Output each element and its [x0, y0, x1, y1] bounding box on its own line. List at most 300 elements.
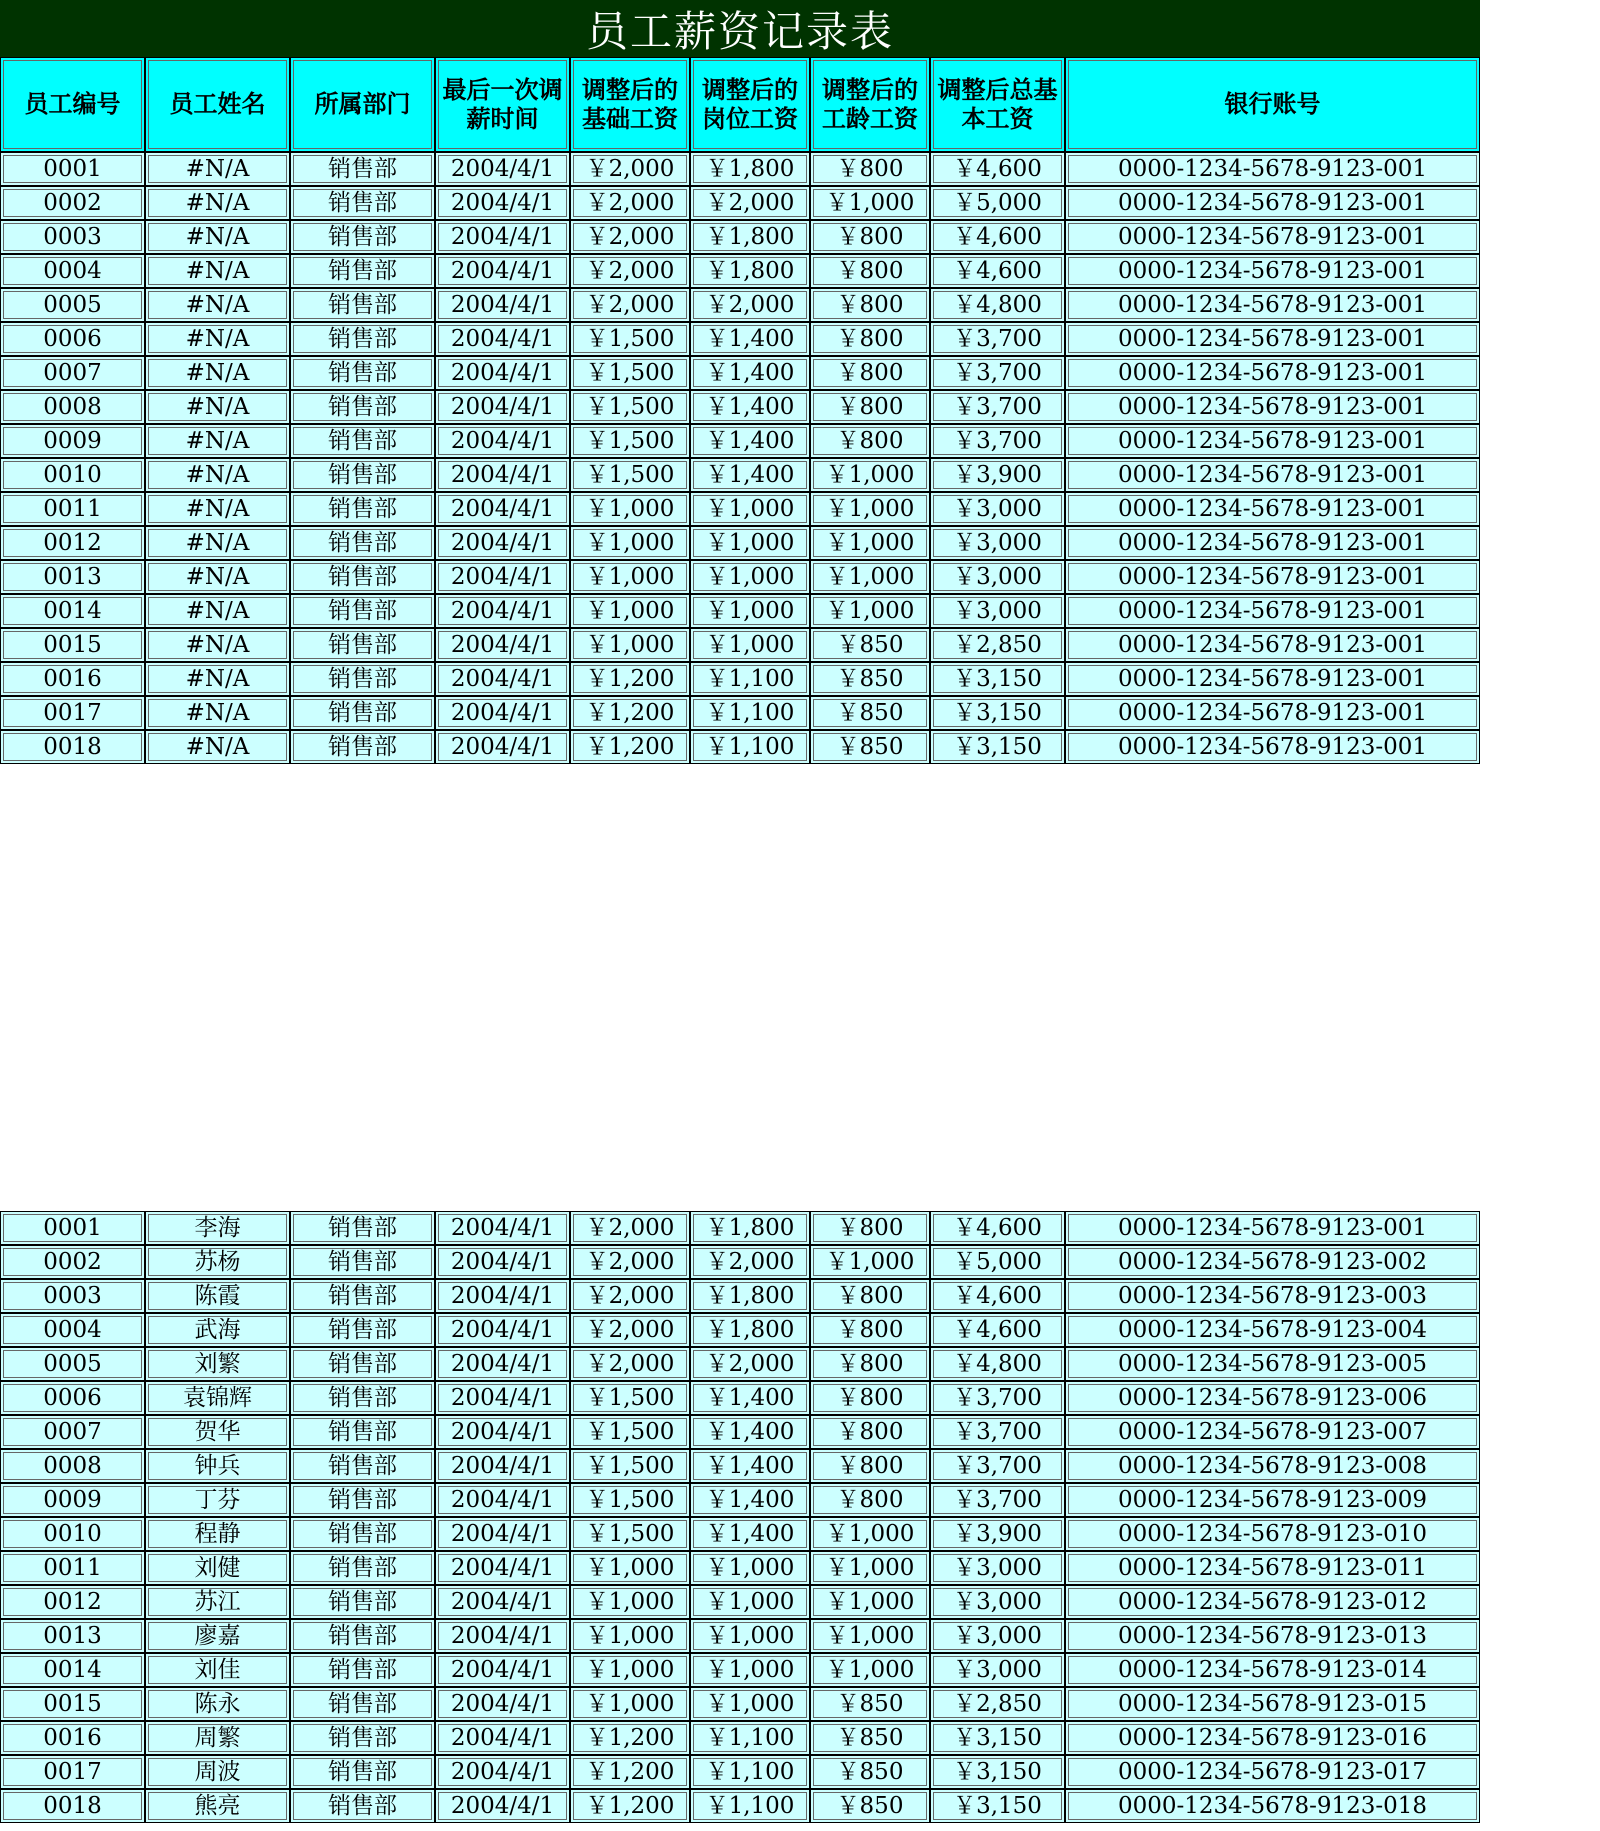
cell-bank-account[interactable]: 0000-1234-5678-9123-013 [1065, 1619, 1480, 1653]
cell-employee-id[interactable]: 0014 [0, 1653, 145, 1687]
cell-adjust-date[interactable]: 2004/4/1 [435, 1687, 570, 1721]
cell-bank-account[interactable]: 0000-1234-5678-9123-014 [1065, 1653, 1480, 1687]
cell-department[interactable]: 销售部 [290, 1381, 435, 1415]
cell-position-salary[interactable]: ￥1,400 [690, 1381, 810, 1415]
cell-adjust-date[interactable]: 2004/4/1 [435, 254, 570, 288]
cell-total-salary[interactable]: ￥4,600 [930, 1211, 1065, 1245]
cell-adjust-date[interactable]: 2004/4/1 [435, 1347, 570, 1381]
cell-position-salary[interactable]: ￥1,000 [690, 1653, 810, 1687]
cell-bank-account[interactable]: 0000-1234-5678-9123-002 [1065, 1245, 1480, 1279]
cell-department[interactable]: 销售部 [290, 1347, 435, 1381]
cell-seniority-salary[interactable]: ￥1,000 [810, 492, 930, 526]
cell-base-salary[interactable]: ￥1,000 [570, 1619, 690, 1653]
cell-position-salary[interactable]: ￥1,400 [690, 1517, 810, 1551]
cell-employee-id[interactable]: 0011 [0, 492, 145, 526]
cell-total-salary[interactable]: ￥3,150 [930, 662, 1065, 696]
cell-employee-name[interactable]: 陈霞 [145, 1279, 290, 1313]
cell-employee-id[interactable]: 0016 [0, 662, 145, 696]
cell-department[interactable]: 销售部 [290, 1789, 435, 1823]
cell-adjust-date[interactable]: 2004/4/1 [435, 220, 570, 254]
cell-employee-id[interactable]: 0002 [0, 1245, 145, 1279]
cell-position-salary[interactable]: ￥1,000 [690, 1585, 810, 1619]
cell-position-salary[interactable]: ￥1,400 [690, 424, 810, 458]
cell-seniority-salary[interactable]: ￥800 [810, 1483, 930, 1517]
cell-department[interactable]: 销售部 [290, 1551, 435, 1585]
cell-department[interactable]: 销售部 [290, 1449, 435, 1483]
cell-bank-account[interactable]: 0000-1234-5678-9123-001 [1065, 492, 1480, 526]
cell-employee-id[interactable]: 0003 [0, 220, 145, 254]
cell-employee-name[interactable]: #N/A [145, 288, 290, 322]
cell-seniority-salary[interactable]: ￥1,000 [810, 1585, 930, 1619]
cell-employee-id[interactable]: 0005 [0, 288, 145, 322]
cell-department[interactable]: 销售部 [290, 1483, 435, 1517]
cell-total-salary[interactable]: ￥3,700 [930, 424, 1065, 458]
cell-total-salary[interactable]: ￥3,000 [930, 1585, 1065, 1619]
cell-department[interactable]: 销售部 [290, 1653, 435, 1687]
cell-total-salary[interactable]: ￥2,850 [930, 1687, 1065, 1721]
cell-total-salary[interactable]: ￥3,700 [930, 390, 1065, 424]
cell-position-salary[interactable]: ￥1,000 [690, 1551, 810, 1585]
cell-employee-name[interactable]: #N/A [145, 356, 290, 390]
cell-total-salary[interactable]: ￥3,150 [930, 1755, 1065, 1789]
cell-position-salary[interactable]: ￥2,000 [690, 1245, 810, 1279]
cell-employee-name[interactable]: #N/A [145, 560, 290, 594]
cell-position-salary[interactable]: ￥1,100 [690, 730, 810, 764]
cell-bank-account[interactable]: 0000-1234-5678-9123-009 [1065, 1483, 1480, 1517]
cell-bank-account[interactable]: 0000-1234-5678-9123-017 [1065, 1755, 1480, 1789]
cell-adjust-date[interactable]: 2004/4/1 [435, 322, 570, 356]
cell-base-salary[interactable]: ￥1,000 [570, 526, 690, 560]
cell-employee-name[interactable]: #N/A [145, 458, 290, 492]
header-department[interactable]: 所属部门 [290, 57, 435, 152]
cell-adjust-date[interactable]: 2004/4/1 [435, 1211, 570, 1245]
cell-bank-account[interactable]: 0000-1234-5678-9123-001 [1065, 424, 1480, 458]
cell-department[interactable]: 销售部 [290, 1211, 435, 1245]
cell-base-salary[interactable]: ￥1,500 [570, 1449, 690, 1483]
cell-employee-name[interactable]: 苏江 [145, 1585, 290, 1619]
cell-adjust-date[interactable]: 2004/4/1 [435, 1789, 570, 1823]
cell-bank-account[interactable]: 0000-1234-5678-9123-008 [1065, 1449, 1480, 1483]
cell-employee-name[interactable]: 苏杨 [145, 1245, 290, 1279]
cell-base-salary[interactable]: ￥2,000 [570, 220, 690, 254]
cell-seniority-salary[interactable]: ￥800 [810, 390, 930, 424]
cell-total-salary[interactable]: ￥3,700 [930, 1449, 1065, 1483]
cell-adjust-date[interactable]: 2004/4/1 [435, 458, 570, 492]
cell-total-salary[interactable]: ￥3,700 [930, 322, 1065, 356]
cell-bank-account[interactable]: 0000-1234-5678-9123-004 [1065, 1313, 1480, 1347]
cell-position-salary[interactable]: ￥1,100 [690, 662, 810, 696]
cell-department[interactable]: 销售部 [290, 560, 435, 594]
cell-seniority-salary[interactable]: ￥1,000 [810, 594, 930, 628]
cell-total-salary[interactable]: ￥5,000 [930, 1245, 1065, 1279]
cell-bank-account[interactable]: 0000-1234-5678-9123-001 [1065, 628, 1480, 662]
cell-total-salary[interactable]: ￥3,000 [930, 560, 1065, 594]
cell-employee-name[interactable]: 李海 [145, 1211, 290, 1245]
cell-total-salary[interactable]: ￥3,000 [930, 1653, 1065, 1687]
cell-department[interactable]: 销售部 [290, 1755, 435, 1789]
cell-total-salary[interactable]: ￥4,600 [930, 1313, 1065, 1347]
cell-employee-id[interactable]: 0015 [0, 628, 145, 662]
cell-employee-name[interactable]: #N/A [145, 594, 290, 628]
cell-position-salary[interactable]: ￥1,800 [690, 1211, 810, 1245]
cell-employee-name[interactable]: 刘繁 [145, 1347, 290, 1381]
cell-employee-name[interactable]: 陈永 [145, 1687, 290, 1721]
cell-position-salary[interactable]: ￥2,000 [690, 288, 810, 322]
cell-bank-account[interactable]: 0000-1234-5678-9123-001 [1065, 356, 1480, 390]
cell-employee-id[interactable]: 0006 [0, 1381, 145, 1415]
cell-adjust-date[interactable]: 2004/4/1 [435, 288, 570, 322]
cell-base-salary[interactable]: ￥1,000 [570, 1653, 690, 1687]
cell-employee-id[interactable]: 0014 [0, 594, 145, 628]
cell-total-salary[interactable]: ￥3,700 [930, 1415, 1065, 1449]
cell-total-salary[interactable]: ￥4,800 [930, 1347, 1065, 1381]
cell-employee-id[interactable]: 0007 [0, 356, 145, 390]
cell-employee-name[interactable]: #N/A [145, 322, 290, 356]
cell-department[interactable]: 销售部 [290, 1619, 435, 1653]
cell-position-salary[interactable]: ￥1,800 [690, 254, 810, 288]
cell-bank-account[interactable]: 0000-1234-5678-9123-001 [1065, 390, 1480, 424]
cell-seniority-salary[interactable]: ￥800 [810, 424, 930, 458]
cell-employee-id[interactable]: 0008 [0, 390, 145, 424]
cell-employee-name[interactable]: #N/A [145, 424, 290, 458]
cell-department[interactable]: 销售部 [290, 1517, 435, 1551]
cell-seniority-salary[interactable]: ￥1,000 [810, 1653, 930, 1687]
cell-base-salary[interactable]: ￥1,200 [570, 1789, 690, 1823]
cell-total-salary[interactable]: ￥3,000 [930, 492, 1065, 526]
cell-bank-account[interactable]: 0000-1234-5678-9123-001 [1065, 526, 1480, 560]
cell-position-salary[interactable]: ￥1,000 [690, 594, 810, 628]
cell-position-salary[interactable]: ￥1,000 [690, 560, 810, 594]
cell-employee-id[interactable]: 0016 [0, 1721, 145, 1755]
cell-base-salary[interactable]: ￥2,000 [570, 1245, 690, 1279]
cell-adjust-date[interactable]: 2004/4/1 [435, 1653, 570, 1687]
cell-bank-account[interactable]: 0000-1234-5678-9123-001 [1065, 696, 1480, 730]
cell-adjust-date[interactable]: 2004/4/1 [435, 152, 570, 186]
cell-base-salary[interactable]: ￥1,500 [570, 1517, 690, 1551]
cell-bank-account[interactable]: 0000-1234-5678-9123-001 [1065, 594, 1480, 628]
cell-base-salary[interactable]: ￥1,200 [570, 662, 690, 696]
header-position-salary[interactable]: 调整后的岗位工资 [690, 57, 810, 152]
cell-employee-name[interactable]: 周波 [145, 1755, 290, 1789]
cell-seniority-salary[interactable]: ￥800 [810, 1347, 930, 1381]
cell-base-salary[interactable]: ￥2,000 [570, 186, 690, 220]
cell-employee-id[interactable]: 0007 [0, 1415, 145, 1449]
cell-department[interactable]: 销售部 [290, 492, 435, 526]
cell-department[interactable]: 销售部 [290, 628, 435, 662]
cell-adjust-date[interactable]: 2004/4/1 [435, 730, 570, 764]
cell-bank-account[interactable]: 0000-1234-5678-9123-001 [1065, 662, 1480, 696]
cell-employee-id[interactable]: 0009 [0, 424, 145, 458]
cell-adjust-date[interactable]: 2004/4/1 [435, 560, 570, 594]
cell-base-salary[interactable]: ￥1,000 [570, 492, 690, 526]
cell-department[interactable]: 销售部 [290, 288, 435, 322]
cell-employee-id[interactable]: 0018 [0, 1789, 145, 1823]
cell-seniority-salary[interactable]: ￥800 [810, 1381, 930, 1415]
cell-position-salary[interactable]: ￥1,000 [690, 526, 810, 560]
cell-employee-id[interactable]: 0001 [0, 152, 145, 186]
cell-seniority-salary[interactable]: ￥800 [810, 288, 930, 322]
cell-employee-name[interactable]: #N/A [145, 152, 290, 186]
cell-position-salary[interactable]: ￥1,000 [690, 492, 810, 526]
cell-employee-id[interactable]: 0002 [0, 186, 145, 220]
cell-total-salary[interactable]: ￥3,000 [930, 594, 1065, 628]
header-total-salary[interactable]: 调整后总基本工资 [930, 57, 1065, 152]
cell-bank-account[interactable]: 0000-1234-5678-9123-012 [1065, 1585, 1480, 1619]
cell-seniority-salary[interactable]: ￥1,000 [810, 1551, 930, 1585]
cell-bank-account[interactable]: 0000-1234-5678-9123-001 [1065, 1211, 1480, 1245]
cell-bank-account[interactable]: 0000-1234-5678-9123-003 [1065, 1279, 1480, 1313]
cell-department[interactable]: 销售部 [290, 152, 435, 186]
cell-total-salary[interactable]: ￥4,600 [930, 152, 1065, 186]
cell-bank-account[interactable]: 0000-1234-5678-9123-001 [1065, 220, 1480, 254]
cell-position-salary[interactable]: ￥1,400 [690, 1415, 810, 1449]
cell-position-salary[interactable]: ￥1,800 [690, 220, 810, 254]
cell-base-salary[interactable]: ￥1,500 [570, 356, 690, 390]
cell-adjust-date[interactable]: 2004/4/1 [435, 696, 570, 730]
cell-department[interactable]: 销售部 [290, 730, 435, 764]
cell-base-salary[interactable]: ￥1,500 [570, 1483, 690, 1517]
cell-bank-account[interactable]: 0000-1234-5678-9123-005 [1065, 1347, 1480, 1381]
cell-employee-name[interactable]: 武海 [145, 1313, 290, 1347]
cell-adjust-date[interactable]: 2004/4/1 [435, 1619, 570, 1653]
cell-position-salary[interactable]: ￥1,100 [690, 696, 810, 730]
cell-employee-name[interactable]: #N/A [145, 186, 290, 220]
cell-seniority-salary[interactable]: ￥800 [810, 322, 930, 356]
cell-total-salary[interactable]: ￥3,150 [930, 696, 1065, 730]
cell-seniority-salary[interactable]: ￥850 [810, 1687, 930, 1721]
cell-department[interactable]: 销售部 [290, 390, 435, 424]
header-seniority-salary[interactable]: 调整后的工龄工资 [810, 57, 930, 152]
cell-bank-account[interactable]: 0000-1234-5678-9123-015 [1065, 1687, 1480, 1721]
cell-seniority-salary[interactable]: ￥800 [810, 1415, 930, 1449]
cell-adjust-date[interactable]: 2004/4/1 [435, 186, 570, 220]
cell-position-salary[interactable]: ￥1,100 [690, 1789, 810, 1823]
cell-base-salary[interactable]: ￥1,500 [570, 1415, 690, 1449]
cell-bank-account[interactable]: 0000-1234-5678-9123-001 [1065, 288, 1480, 322]
cell-department[interactable]: 销售部 [290, 1687, 435, 1721]
cell-adjust-date[interactable]: 2004/4/1 [435, 356, 570, 390]
cell-employee-name[interactable]: #N/A [145, 220, 290, 254]
cell-base-salary[interactable]: ￥1,200 [570, 696, 690, 730]
cell-base-salary[interactable]: ￥1,500 [570, 390, 690, 424]
cell-bank-account[interactable]: 0000-1234-5678-9123-001 [1065, 730, 1480, 764]
cell-seniority-salary[interactable]: ￥1,000 [810, 1619, 930, 1653]
cell-bank-account[interactable]: 0000-1234-5678-9123-001 [1065, 186, 1480, 220]
cell-employee-name[interactable]: 周繁 [145, 1721, 290, 1755]
cell-base-salary[interactable]: ￥2,000 [570, 1347, 690, 1381]
cell-total-salary[interactable]: ￥3,150 [930, 1789, 1065, 1823]
cell-position-salary[interactable]: ￥1,400 [690, 356, 810, 390]
cell-base-salary[interactable]: ￥2,000 [570, 1211, 690, 1245]
cell-total-salary[interactable]: ￥4,600 [930, 254, 1065, 288]
cell-base-salary[interactable]: ￥1,000 [570, 1585, 690, 1619]
cell-bank-account[interactable]: 0000-1234-5678-9123-001 [1065, 458, 1480, 492]
cell-seniority-salary[interactable]: ￥800 [810, 1279, 930, 1313]
cell-department[interactable]: 销售部 [290, 254, 435, 288]
cell-position-salary[interactable]: ￥1,000 [690, 1687, 810, 1721]
cell-employee-id[interactable]: 0013 [0, 560, 145, 594]
cell-employee-name[interactable]: #N/A [145, 696, 290, 730]
cell-adjust-date[interactable]: 2004/4/1 [435, 628, 570, 662]
cell-employee-name[interactable]: 刘佳 [145, 1653, 290, 1687]
cell-employee-name[interactable]: 廖嘉 [145, 1619, 290, 1653]
cell-employee-id[interactable]: 0013 [0, 1619, 145, 1653]
cell-base-salary[interactable]: ￥2,000 [570, 288, 690, 322]
cell-total-salary[interactable]: ￥3,000 [930, 526, 1065, 560]
header-last-adjust-date[interactable]: 最后一次调薪时间 [435, 57, 570, 152]
cell-employee-name[interactable]: 程静 [145, 1517, 290, 1551]
cell-position-salary[interactable]: ￥1,400 [690, 322, 810, 356]
cell-total-salary[interactable]: ￥3,700 [930, 1381, 1065, 1415]
cell-base-salary[interactable]: ￥1,500 [570, 1381, 690, 1415]
cell-employee-name[interactable]: #N/A [145, 254, 290, 288]
cell-bank-account[interactable]: 0000-1234-5678-9123-007 [1065, 1415, 1480, 1449]
cell-total-salary[interactable]: ￥3,900 [930, 1517, 1065, 1551]
cell-seniority-salary[interactable]: ￥800 [810, 1211, 930, 1245]
cell-position-salary[interactable]: ￥2,000 [690, 186, 810, 220]
header-employee-id[interactable]: 员工编号 [0, 57, 145, 152]
cell-employee-name[interactable]: #N/A [145, 730, 290, 764]
cell-base-salary[interactable]: ￥2,000 [570, 1279, 690, 1313]
cell-seniority-salary[interactable]: ￥850 [810, 1755, 930, 1789]
cell-position-salary[interactable]: ￥1,800 [690, 152, 810, 186]
cell-bank-account[interactable]: 0000-1234-5678-9123-011 [1065, 1551, 1480, 1585]
cell-bank-account[interactable]: 0000-1234-5678-9123-001 [1065, 560, 1480, 594]
cell-employee-name[interactable]: #N/A [145, 492, 290, 526]
cell-department[interactable]: 销售部 [290, 322, 435, 356]
cell-seniority-salary[interactable]: ￥800 [810, 254, 930, 288]
cell-adjust-date[interactable]: 2004/4/1 [435, 1381, 570, 1415]
cell-employee-id[interactable]: 0012 [0, 526, 145, 560]
cell-adjust-date[interactable]: 2004/4/1 [435, 1551, 570, 1585]
cell-seniority-salary[interactable]: ￥850 [810, 696, 930, 730]
cell-employee-id[interactable]: 0006 [0, 322, 145, 356]
cell-base-salary[interactable]: ￥1,000 [570, 560, 690, 594]
cell-employee-id[interactable]: 0008 [0, 1449, 145, 1483]
cell-position-salary[interactable]: ￥2,000 [690, 1347, 810, 1381]
cell-seniority-salary[interactable]: ￥850 [810, 628, 930, 662]
cell-position-salary[interactable]: ￥1,800 [690, 1313, 810, 1347]
header-bank-account[interactable]: 银行账号 [1065, 57, 1480, 152]
cell-adjust-date[interactable]: 2004/4/1 [435, 594, 570, 628]
cell-base-salary[interactable]: ￥1,200 [570, 1755, 690, 1789]
cell-adjust-date[interactable]: 2004/4/1 [435, 1313, 570, 1347]
cell-employee-id[interactable]: 0004 [0, 1313, 145, 1347]
header-employee-name[interactable]: 员工姓名 [145, 57, 290, 152]
cell-base-salary[interactable]: ￥1,500 [570, 424, 690, 458]
cell-bank-account[interactable]: 0000-1234-5678-9123-001 [1065, 322, 1480, 356]
cell-employee-id[interactable]: 0005 [0, 1347, 145, 1381]
cell-total-salary[interactable]: ￥5,000 [930, 186, 1065, 220]
cell-base-salary[interactable]: ￥1,000 [570, 1687, 690, 1721]
cell-department[interactable]: 销售部 [290, 1279, 435, 1313]
cell-employee-name[interactable]: 熊亮 [145, 1789, 290, 1823]
cell-bank-account[interactable]: 0000-1234-5678-9123-001 [1065, 254, 1480, 288]
cell-employee-id[interactable]: 0017 [0, 1755, 145, 1789]
cell-position-salary[interactable]: ￥1,800 [690, 1279, 810, 1313]
cell-adjust-date[interactable]: 2004/4/1 [435, 526, 570, 560]
header-base-salary[interactable]: 调整后的基础工资 [570, 57, 690, 152]
cell-employee-id[interactable]: 0004 [0, 254, 145, 288]
cell-employee-id[interactable]: 0001 [0, 1211, 145, 1245]
cell-adjust-date[interactable]: 2004/4/1 [435, 390, 570, 424]
cell-total-salary[interactable]: ￥3,150 [930, 1721, 1065, 1755]
cell-adjust-date[interactable]: 2004/4/1 [435, 662, 570, 696]
cell-base-salary[interactable]: ￥2,000 [570, 254, 690, 288]
cell-adjust-date[interactable]: 2004/4/1 [435, 1245, 570, 1279]
cell-base-salary[interactable]: ￥1,000 [570, 628, 690, 662]
cell-total-salary[interactable]: ￥3,150 [930, 730, 1065, 764]
cell-employee-id[interactable]: 0010 [0, 458, 145, 492]
cell-seniority-salary[interactable]: ￥1,000 [810, 1517, 930, 1551]
cell-adjust-date[interactable]: 2004/4/1 [435, 1415, 570, 1449]
cell-adjust-date[interactable]: 2004/4/1 [435, 1585, 570, 1619]
cell-seniority-salary[interactable]: ￥850 [810, 730, 930, 764]
cell-adjust-date[interactable]: 2004/4/1 [435, 424, 570, 458]
cell-bank-account[interactable]: 0000-1234-5678-9123-010 [1065, 1517, 1480, 1551]
cell-seniority-salary[interactable]: ￥800 [810, 220, 930, 254]
cell-employee-id[interactable]: 0011 [0, 1551, 145, 1585]
cell-department[interactable]: 销售部 [290, 1415, 435, 1449]
cell-adjust-date[interactable]: 2004/4/1 [435, 1517, 570, 1551]
cell-seniority-salary[interactable]: ￥1,000 [810, 1245, 930, 1279]
cell-seniority-salary[interactable]: ￥1,000 [810, 526, 930, 560]
cell-position-salary[interactable]: ￥1,400 [690, 390, 810, 424]
cell-position-salary[interactable]: ￥1,400 [690, 1483, 810, 1517]
cell-adjust-date[interactable]: 2004/4/1 [435, 1279, 570, 1313]
cell-seniority-salary[interactable]: ￥800 [810, 356, 930, 390]
cell-employee-name[interactable]: 刘健 [145, 1551, 290, 1585]
cell-total-salary[interactable]: ￥3,000 [930, 1551, 1065, 1585]
cell-total-salary[interactable]: ￥2,850 [930, 628, 1065, 662]
cell-employee-name[interactable]: #N/A [145, 526, 290, 560]
cell-total-salary[interactable]: ￥3,000 [930, 1619, 1065, 1653]
cell-adjust-date[interactable]: 2004/4/1 [435, 1755, 570, 1789]
cell-position-salary[interactable]: ￥1,100 [690, 1721, 810, 1755]
cell-employee-name[interactable]: 丁芬 [145, 1483, 290, 1517]
cell-employee-id[interactable]: 0015 [0, 1687, 145, 1721]
cell-adjust-date[interactable]: 2004/4/1 [435, 1721, 570, 1755]
cell-position-salary[interactable]: ￥1,100 [690, 1755, 810, 1789]
cell-position-salary[interactable]: ￥1,400 [690, 1449, 810, 1483]
cell-base-salary[interactable]: ￥1,500 [570, 458, 690, 492]
cell-total-salary[interactable]: ￥3,900 [930, 458, 1065, 492]
cell-employee-name[interactable]: #N/A [145, 390, 290, 424]
cell-base-salary[interactable]: ￥1,200 [570, 1721, 690, 1755]
cell-seniority-salary[interactable]: ￥1,000 [810, 186, 930, 220]
cell-seniority-salary[interactable]: ￥800 [810, 152, 930, 186]
cell-department[interactable]: 销售部 [290, 1585, 435, 1619]
cell-base-salary[interactable]: ￥1,000 [570, 594, 690, 628]
cell-department[interactable]: 销售部 [290, 186, 435, 220]
cell-base-salary[interactable]: ￥2,000 [570, 1313, 690, 1347]
cell-seniority-salary[interactable]: ￥1,000 [810, 458, 930, 492]
cell-total-salary[interactable]: ￥3,700 [930, 356, 1065, 390]
cell-adjust-date[interactable]: 2004/4/1 [435, 1483, 570, 1517]
cell-seniority-salary[interactable]: ￥850 [810, 1721, 930, 1755]
cell-bank-account[interactable]: 0000-1234-5678-9123-006 [1065, 1381, 1480, 1415]
cell-position-salary[interactable]: ￥1,000 [690, 628, 810, 662]
cell-employee-name[interactable]: #N/A [145, 662, 290, 696]
cell-employee-id[interactable]: 0009 [0, 1483, 145, 1517]
cell-position-salary[interactable]: ￥1,400 [690, 458, 810, 492]
cell-department[interactable]: 销售部 [290, 594, 435, 628]
cell-total-salary[interactable]: ￥4,600 [930, 220, 1065, 254]
cell-seniority-salary[interactable]: ￥800 [810, 1449, 930, 1483]
cell-employee-id[interactable]: 0003 [0, 1279, 145, 1313]
cell-department[interactable]: 销售部 [290, 1313, 435, 1347]
cell-bank-account[interactable]: 0000-1234-5678-9123-001 [1065, 152, 1480, 186]
